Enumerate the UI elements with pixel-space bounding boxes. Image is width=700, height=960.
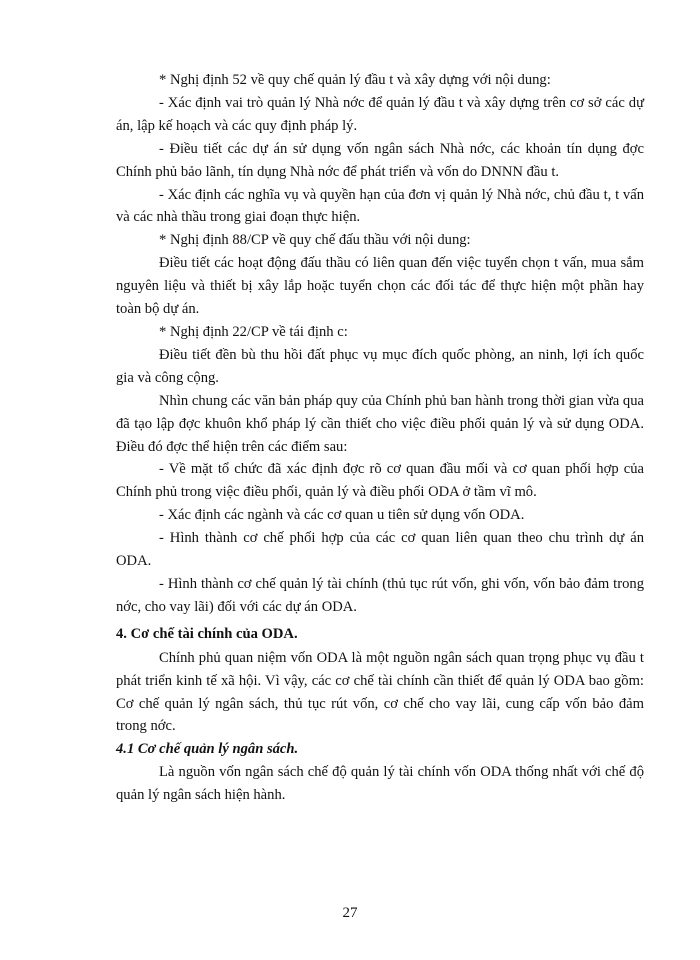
paragraph-point-3: - Hình thành cơ chế phối hợp của các cơ quan liên quan theo chu trình dự án ODA. [116, 530, 644, 570]
paragraph-decree-88: * Nghị định 88/CP về quy chế đấu thầu với nội dung: [159, 232, 471, 249]
paragraph-decree-52-item-2: - Điều tiết các dự án sử dụng vốn ngân sách Nhà nớc, các khoản tín dụng đợc Chính phủ bảo lãnh, tín dụng Nhà nớc để phát triển và vốn do DNNN đầu t. [116, 140, 644, 180]
paragraph-point-2: - Xác định các ngành và các cơ quan u tiên sử dụng vốn ODA. [159, 507, 525, 524]
page-content [116, 69, 644, 807]
paragraph-decree-22: * Nghị định 22/CP về tái định c: [159, 323, 348, 340]
paragraph-decree-52-item-1: - Xác định vai trò quản lý Nhà nớc để quản lý đầu t và xây dựng trên cơ sở các dự án, lập kế hoạch và các quy định pháp lý. [116, 94, 644, 134]
paragraph-point-4: - Hình thành cơ chế quản lý tài chính (thủ tục rút vốn, ghi vốn, vốn bảo đảm trong nớc, cho vay lãi) đối với các dự án ODA. [116, 575, 644, 615]
section-paragraph: Chính phủ quan niệm vốn ODA là một nguồn ngân sách quan trọng phục vụ đầu t phát triển kinh tế xã hội. Vì vậy, các cơ chế tài chính cần thiết để quản lý ODA bao gồm: Cơ chế quản lý ngân sách, thủ tục rút vốn, cơ chế cho vay lãi, cung cấp vốn bảo đảm trong nớc. [116, 649, 644, 735]
paragraph-decree-22-content: Điều tiết đền bù thu hồi đất phục vụ mục đích quốc phòng, an ninh, lợi ích quốc gia và công cộng. [116, 346, 644, 386]
section-heading: 4. Cơ chế tài chính của ODA. [116, 625, 298, 642]
paragraph-decree-88-content: Điều tiết các hoạt động đấu thầu có liên quan đến việc tuyển chọn t vấn, mua sắm nguyên liệu và thiết bị xây lắp hoặc tuyển chọn các đối tác để thực hiện một phần hay toàn bộ dự án. [116, 255, 644, 318]
paragraph-decree-52: * Nghị định 52 về quy chế quản lý đầu t và xây dựng với nội dung: [159, 72, 551, 88]
subsection-heading: 4.1 Cơ chế quản lý ngân sách. [116, 741, 299, 758]
paragraph-point-1: - Về mặt tổ chức đã xác định đợc rõ cơ quan đầu mối và cơ quan phối hợp của Chính phủ trong việc điều phối, quản lý và điều phối ODA ở tầm vĩ mô. [116, 461, 644, 501]
page-number: 27 [342, 905, 358, 921]
subsection-paragraph: Là nguồn vốn ngân sách chế độ quản lý tài chính vốn ODA thống nhất với chế độ quản lý ngân sách hiện hành. [116, 764, 644, 804]
paragraph-overview: Nhìn chung các văn bản pháp quy của Chính phủ ban hành trong thời gian vừa qua đã tạo lập đợc khuôn khổ pháp lý cần thiết cho việc điều phối quản lý và sử dụng ODA. Điều đó đợc thể hiện trên các điểm sau: [116, 392, 644, 455]
paragraph-decree-52-item-3: - Xác định các nghĩa vụ và quyền hạn của đơn vị quản lý Nhà nớc, chủ đầu t, t vấn và các nhà thầu trong giai đoạn thực hiện. [116, 186, 644, 226]
